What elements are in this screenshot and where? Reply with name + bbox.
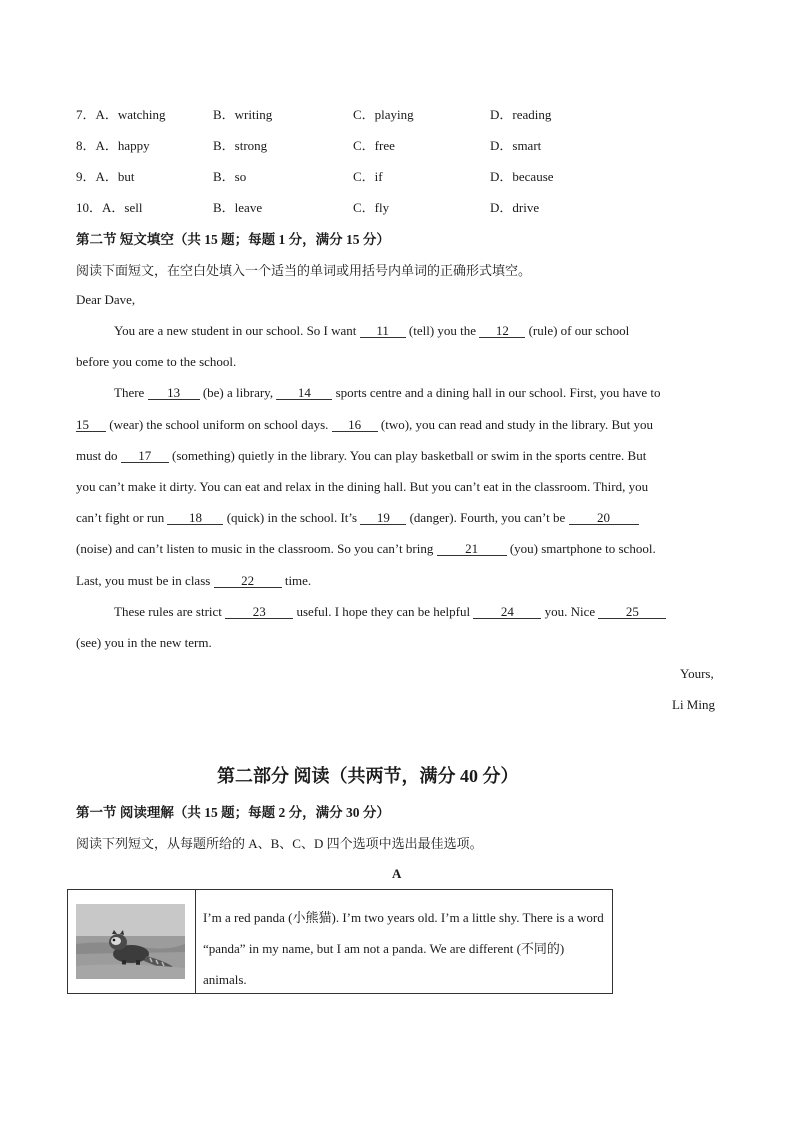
option-9d: D．because [490, 169, 554, 184]
blank-13[interactable]: 13 [148, 386, 200, 400]
option-7c: C．playing [353, 107, 414, 122]
option-7d: D．reading [490, 107, 552, 122]
table-divider [195, 890, 196, 993]
section2-title: 第二节 短文填空（共 15 题；每题 1 分，满分 15 分） [76, 232, 390, 247]
option-8b: B．strong [213, 138, 268, 153]
letter-signature: Li Ming [672, 697, 715, 712]
passage-line-10: These rules are strict 23 useful. I hope they can be helpful 24 you. Nice 25 [114, 604, 666, 620]
blank-18[interactable]: 18 [167, 511, 223, 525]
blank-17[interactable]: 17 [121, 449, 169, 463]
option-10a: 10．A．sell [76, 200, 143, 215]
option-9b: B．so [213, 169, 247, 184]
option-8d: D．smart [490, 138, 542, 153]
option-10c: C．fly [353, 200, 390, 215]
option-10b: B．leave [213, 200, 263, 215]
option-9c: C．if [353, 169, 383, 184]
passage-line-8: (noise) and can’t listen to music in the classroom. So you can’t bring 21 (you) smartphone to school. [76, 541, 656, 556]
passage-line-11: (see) you in the new term. [76, 635, 212, 650]
blank-15[interactable]: 15 [76, 418, 106, 432]
section2-instruction: 阅读下面短文，在空白处填入一个适当的单词或用括号内单词的正确形式填空。 [76, 263, 532, 278]
passage-line-5: must do 17 (something) quietly in the library. You can play basketball or swim in the sports centre. But [76, 448, 647, 463]
passage-line-9: Last, you must be in class 22 time. [76, 573, 312, 588]
blank-12[interactable]: 12 [479, 324, 525, 338]
option-8a: 8．A．happy [76, 138, 150, 153]
option-10d: D．drive [490, 200, 540, 215]
reading-section-title: 第一节 阅读理解（共 15 题；每题 2 分，满分 30 分） [76, 805, 390, 820]
blank-23[interactable]: 23 [225, 605, 293, 619]
blank-19[interactable]: 19 [360, 511, 406, 525]
reading-instruction: 阅读下列短文，从每题所给的 A、B、C、D 四个选项中选出最佳选项。 [76, 836, 483, 851]
blank-20[interactable]: 20 [569, 511, 639, 525]
option-7b: B．writing [213, 107, 273, 122]
blank-11[interactable]: 11 [360, 324, 406, 338]
option-9a: 9．A．but [76, 169, 135, 184]
letter-closing: Yours, [680, 666, 714, 681]
passage-line-6: you can’t make it dirty. You can eat and relax in the dining hall. But you can’t eat in the classroom. Third, you [76, 479, 649, 494]
passage-line-2: before you come to the school. [76, 354, 237, 369]
red-panda-photo [76, 904, 185, 979]
blank-14[interactable]: 14 [276, 386, 332, 400]
blank-24[interactable]: 24 [473, 605, 541, 619]
passage-a-text: I’m a red panda (小熊猫). I’m two years old. I’m a little shy. There is a word “panda” in my name, but I am not a panda. We are different (不同的) animals. [203, 910, 604, 987]
passage-line-4: 15 (wear) the school uniform on school days. 16 (two), you can read and study in the library. But you [76, 417, 653, 432]
passage-line-3: There 13 (be) a library, 14 sports centre and a dining hall in our school. First, you have to [114, 385, 661, 400]
blank-25[interactable]: 25 [598, 605, 666, 619]
blank-16[interactable]: 16 [332, 418, 378, 432]
passage-line-1: You are a new student in our school. So I want 11 (tell) you the 12 (rule) of our school [114, 323, 630, 338]
blank-21[interactable]: 21 [437, 542, 507, 556]
option-8c: C．free [353, 138, 395, 153]
option-7a: 7．A．watching [76, 107, 166, 122]
blank-22[interactable]: 22 [214, 574, 282, 588]
red-panda-image [76, 904, 185, 979]
part2-title: 第二部分 阅读（共两节，满分 40 分） [217, 766, 519, 786]
letter-greeting: Dear Dave, [76, 292, 136, 307]
passage-line-7: can’t fight or run 18 (quick) in the school. It’s 19 (danger). Fourth, you can’t be 20 [76, 510, 639, 526]
passage-a-table [67, 889, 613, 994]
passage-label: A [392, 866, 402, 881]
